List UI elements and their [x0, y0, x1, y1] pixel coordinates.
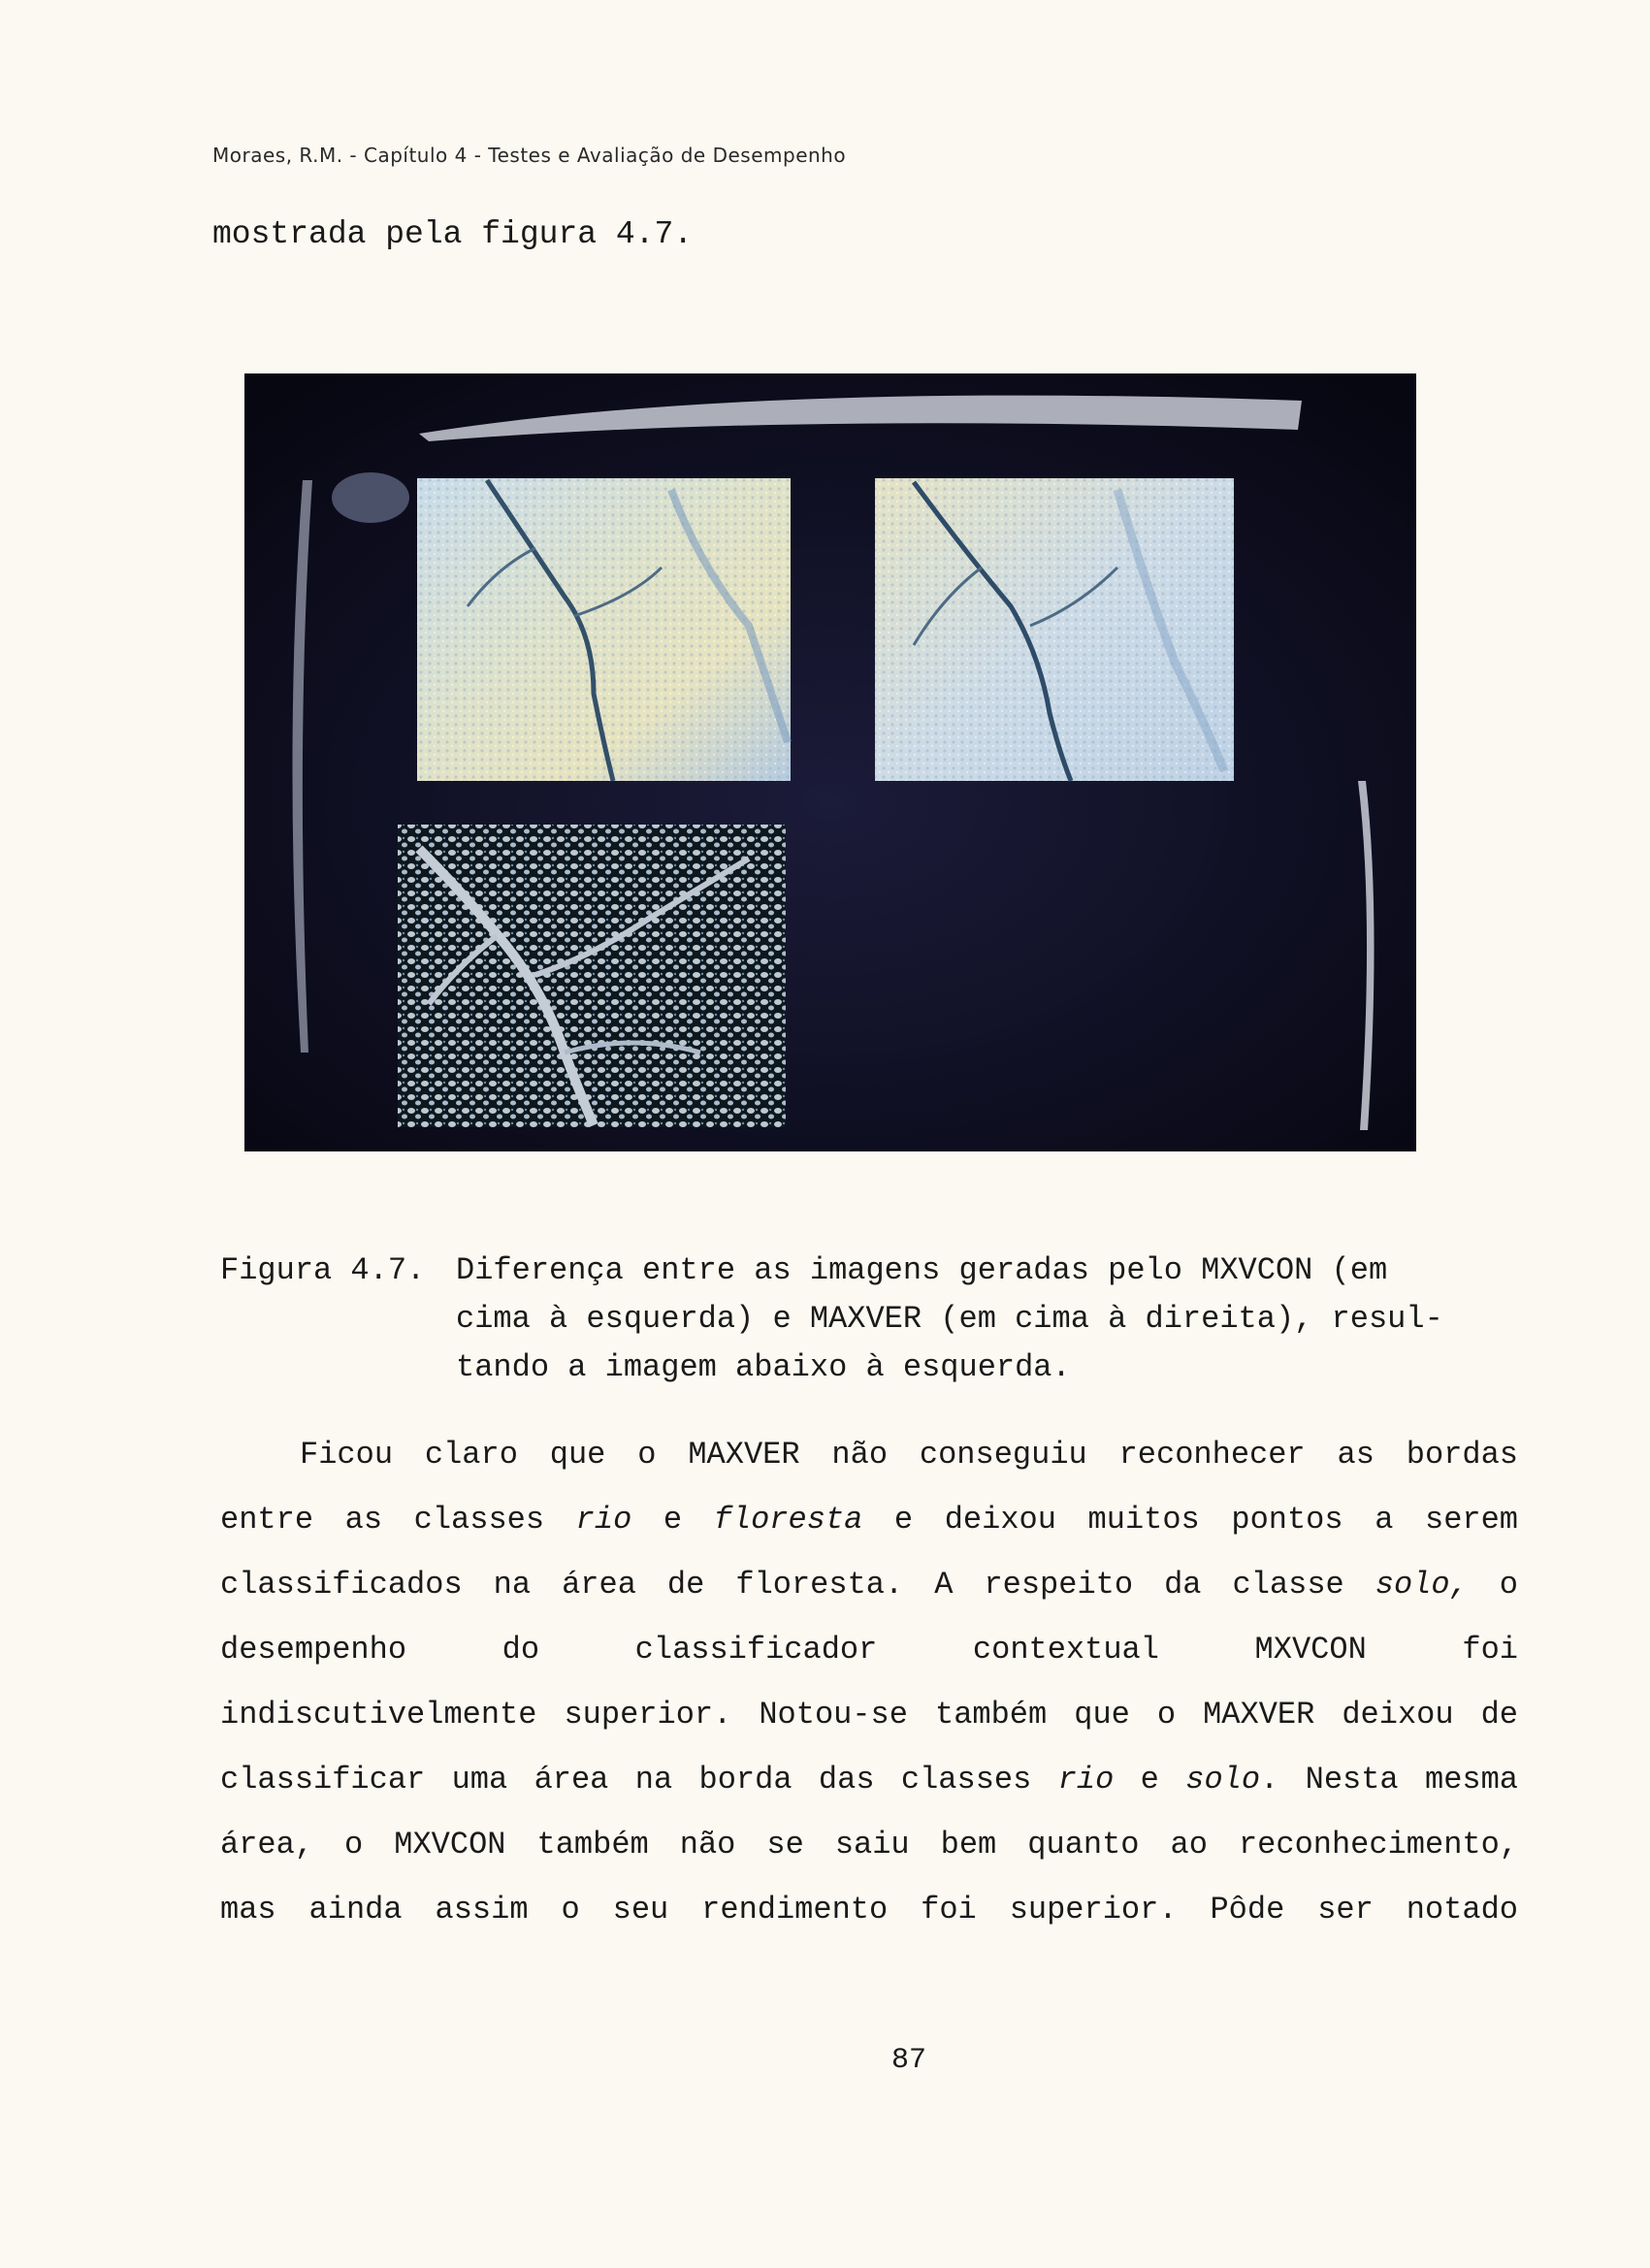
italic-term: solo [1185, 1762, 1261, 1798]
running-header: Moraes, R.M. - Capítulo 4 - Testes e Avaliação de Desempenho [212, 144, 847, 167]
text-segment: . Nesta mesma [1260, 1762, 1519, 1798]
page-number: 87 [891, 2044, 927, 2077]
paragraph-line [220, 1422, 1518, 1487]
italic-term: rio [1057, 1762, 1115, 1798]
text-segment: área, o MXVCON também não se saiu bem quanto ao reconhecimento, [220, 1827, 1518, 1863]
caption-label: Figura 4.7. [220, 1252, 426, 1288]
italic-term: solo, [1375, 1567, 1469, 1603]
text-segment: indiscutivelmente superior. Notou-se também que o MAXVER deixou de [220, 1697, 1518, 1733]
text-segment: o [1468, 1567, 1519, 1603]
paragraph-line [220, 1487, 1518, 1552]
text-segment: classificados na área de floresta. A respeito da classe [220, 1567, 1375, 1603]
italic-term: floresta [713, 1502, 863, 1538]
italic-term: rio [575, 1502, 632, 1538]
crt-monitor-photo [244, 373, 1416, 1151]
text-segment: mas ainda assim o seu rendimento foi superior. Pôde ser notado [220, 1892, 1518, 1928]
caption-text [456, 1247, 1650, 1392]
paragraph-line [220, 1552, 1518, 1617]
text-segment: e [631, 1502, 714, 1538]
paragraph-line [220, 1877, 1518, 1942]
text-segment: desempenho do classificador contextual MXVCON foi [220, 1632, 1518, 1668]
paragraph-line [220, 1682, 1518, 1747]
body-paragraph [220, 1422, 1518, 1942]
text-segment: entre as classes [220, 1502, 576, 1538]
text-segment: e deixou muitos pontos a serem [862, 1502, 1519, 1538]
caption-line: tando a imagem abaixo à esquerda. [456, 1349, 1071, 1385]
text-segment: e [1114, 1762, 1186, 1798]
lead-line: mostrada pela figura 4.7. [212, 216, 694, 252]
paragraph-line [220, 1812, 1518, 1877]
figure-photo [244, 373, 1416, 1151]
maxver-pane [875, 478, 1234, 781]
text-segment: Ficou claro que o MAXVER não conseguiu reconhecer as bordas [300, 1437, 1518, 1473]
caption-line: cima à esquerda) e MAXVER (em cima à direita), resul- [456, 1301, 1443, 1337]
paragraph-line [220, 1747, 1518, 1812]
text-segment: classificar uma área na borda das classes [220, 1762, 1058, 1798]
caption-line: Diferença entre as imagens geradas pelo MXVCON (em [456, 1252, 1388, 1288]
mxvcon-pane [417, 478, 791, 781]
paragraph-line [220, 1617, 1518, 1682]
difference-pane [398, 825, 786, 1127]
